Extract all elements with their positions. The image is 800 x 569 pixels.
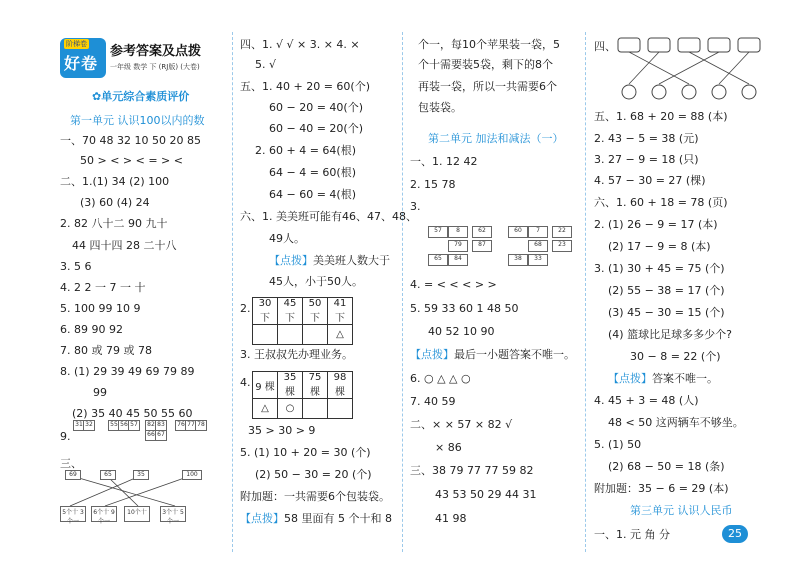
answer-line: 5. 59 33 60 1 48 50 xyxy=(410,302,519,315)
answer-line: 三、 xyxy=(60,457,82,470)
answer-line: 个一，每10个苹果装一袋，5 xyxy=(418,38,560,51)
answer-line: 一、1. 元 角 分 xyxy=(594,528,670,541)
answer-line: 五、1. 40 + 20 = 60(个) xyxy=(240,80,370,93)
box-cell: 68 xyxy=(528,240,548,252)
table-cell: ○ xyxy=(278,399,303,419)
unit-title: 第三单元 认识人民币 xyxy=(630,504,733,517)
column-divider xyxy=(585,32,586,552)
q4-label: 4. xyxy=(240,376,251,389)
answer-line: 3. 5 6 xyxy=(60,260,92,273)
q4-label: 四、 xyxy=(594,40,616,53)
answer-line: 附加题：一共需要6个包装袋。 xyxy=(240,490,390,503)
box-cell: 7 xyxy=(528,226,548,238)
answer-line: 45人，小于50人。 xyxy=(269,275,363,288)
answer-line: 附加题：35 − 6 = 29 (本) xyxy=(594,482,729,495)
grid-cell: 67 xyxy=(155,430,167,441)
logo-text: 好卷 xyxy=(64,54,99,73)
answer-line: 50 > < > < = > < xyxy=(80,154,183,167)
brand-header xyxy=(60,38,220,78)
unit-title: 第二单元 加法和减法（一） xyxy=(428,132,564,145)
answer-line: × 86 xyxy=(435,441,462,454)
answer-line: 包装袋。 xyxy=(418,101,462,114)
match-top-item: 65 xyxy=(100,470,116,480)
tip-label: 【点拨】 xyxy=(269,254,313,267)
table-cell: 35 棵 xyxy=(278,372,303,399)
box-cell: 8 xyxy=(448,226,468,238)
answer-line: 6. ○ △ △ ○ xyxy=(410,372,471,385)
match-top-item: 100 xyxy=(182,470,202,480)
answer-line: (2) 50 − 30 = 20 (个) xyxy=(255,468,372,481)
page-subtitle: 一年级 数学 下 (RJ版) (大卷) xyxy=(110,63,200,71)
matching-pictures xyxy=(610,34,770,104)
answer-line: 4. 2 2 一 7 一 十 xyxy=(60,281,146,294)
answer-line: 三、38 79 77 77 59 82 xyxy=(410,464,534,477)
box-cell: 33 xyxy=(528,254,548,266)
tip: 【点拨】答案不唯一。 xyxy=(608,372,718,385)
answer-line: 60 − 20 = 40(个) xyxy=(269,101,363,114)
answer-line: 64 − 60 = 4(根) xyxy=(269,188,356,201)
answer-line: 5. √ xyxy=(255,58,277,71)
table-cell: 45 下 xyxy=(278,298,303,325)
answer-line: 3. xyxy=(410,200,421,213)
match-bottom-item: 6个十 9个一 xyxy=(91,506,117,522)
box-cell: 57 xyxy=(428,226,448,238)
answer-line: 43 53 50 29 44 31 xyxy=(435,488,537,501)
answer-line: 40 52 10 90 xyxy=(428,325,495,338)
tip-label: 【点拨】 xyxy=(240,512,284,525)
answer-line: 5. (1) 50 xyxy=(594,438,642,451)
answer-line: 六、1. 60 + 18 = 78 (页) xyxy=(594,196,728,209)
answer-line: 44 四十四 28 二十八 xyxy=(72,239,177,252)
answer-line: 一、1. 12 42 xyxy=(410,155,478,168)
answer-line: 9. xyxy=(60,430,71,443)
answer-line: 2. 82 八十二 90 九十 xyxy=(60,217,168,230)
box-cell: 62 xyxy=(472,226,492,238)
box-cell: 65 xyxy=(428,254,448,266)
grid-cell: 78 xyxy=(195,420,207,431)
box-cell: 60 xyxy=(508,226,528,238)
answer-line: 99 xyxy=(93,386,107,399)
match-top-item: 35 xyxy=(133,470,149,480)
box-cell: 87 xyxy=(472,240,492,252)
grid-cell: 66 xyxy=(145,430,157,441)
grid-cell: 31 xyxy=(73,420,85,431)
table-cell xyxy=(303,325,328,345)
answer-line: 30 − 8 = 22 (个) xyxy=(630,350,721,363)
answer-line: 60 − 40 = 20(个) xyxy=(269,122,363,135)
tip-label: 【点拨】 xyxy=(608,372,652,385)
grid-cell: 32 xyxy=(83,420,95,431)
match-bottom-item: 10个十 xyxy=(124,506,150,522)
section-title: ✿单元综合素质评价 xyxy=(92,90,190,103)
answer-line: (3) 60 (4) 24 xyxy=(80,196,150,209)
answer-line: 二、× × 57 × 82 √ xyxy=(410,418,513,431)
grid-cell: 82 xyxy=(145,420,157,431)
table-cell: 9 棵 xyxy=(253,372,278,399)
answer-line: 四、1. √ √ × 3. × 4. × xyxy=(240,38,360,51)
addition-box-1 xyxy=(420,220,490,266)
answer-line: (2) 55 − 38 = 17 (个) xyxy=(608,284,725,297)
answer-line: 一、70 48 32 10 50 20 85 xyxy=(60,134,201,147)
match-bottom-item: 3个十 5个一 xyxy=(160,506,186,522)
answer-line: (2) 17 − 9 = 8 (本) xyxy=(608,240,711,253)
q2-label: 2. xyxy=(240,302,251,315)
page-number: 25 xyxy=(722,525,748,543)
tip: 【点拨】美美班人数大于 xyxy=(269,254,390,267)
answer-line: 5. (1) 10 + 20 = 30 (个) xyxy=(240,446,371,459)
answer-line: 7. 40 59 xyxy=(410,395,456,408)
bead-table xyxy=(252,297,353,345)
answer-line: 二、1.(1) 34 (2) 100 xyxy=(60,175,170,188)
table-cell xyxy=(303,399,328,419)
answer-line: 64 − 4 = 60(根) xyxy=(269,166,356,179)
answer-line: 4. 57 − 30 = 27 (棵) xyxy=(594,174,706,187)
table-cell xyxy=(278,325,303,345)
grid-cell: 56 xyxy=(118,420,130,431)
tip: 【点拨】最后一小题答案不唯一。 xyxy=(410,348,575,361)
table-cell xyxy=(328,399,353,419)
answer-line: 3. 王叔叔先办理业务。 xyxy=(240,348,353,361)
answer-line: (4) 篮球比足球多多少个? xyxy=(608,328,732,341)
table-cell xyxy=(253,325,278,345)
grid-cell: 57 xyxy=(128,420,140,431)
column-divider xyxy=(402,32,403,552)
tree-table xyxy=(252,371,353,419)
grid-cell: 55 xyxy=(108,420,120,431)
answer-line: 再装一袋，所以一共需要6个 xyxy=(418,80,557,93)
table-cell: 75 棵 xyxy=(303,372,328,399)
answer-line: 48 < 50 这两辆车不够坐。 xyxy=(608,416,744,429)
page-title: 参考答案及点拨 xyxy=(110,44,202,59)
answer-line: 3. 27 − 9 = 18 (只) xyxy=(594,153,699,166)
tip: 【点拨】58 里面有 5 个十和 8 xyxy=(240,512,392,525)
box-cell: 22 xyxy=(552,226,572,238)
grid-cell: 76 xyxy=(175,420,187,431)
answer-line: (2) 68 − 50 = 18 (条) xyxy=(608,460,725,473)
logo-tag: 阶梯卷 xyxy=(66,40,87,48)
box-cell: 23 xyxy=(552,240,572,252)
table-cell: 98 棵 xyxy=(328,372,353,399)
answer-line: 4. 45 + 3 = 48 (人) xyxy=(594,394,699,407)
answer-line: 3. (1) 30 + 45 = 75 (个) xyxy=(594,262,725,275)
table-cell: △ xyxy=(328,325,353,345)
answer-line: 2. (1) 26 − 9 = 17 (本) xyxy=(594,218,718,231)
addition-box-2 xyxy=(500,220,570,266)
table-cell: 41 下 xyxy=(328,298,353,325)
answer-line: 8. (1) 29 39 49 69 79 89 xyxy=(60,365,195,378)
answer-line: 4. = < < < > > xyxy=(410,278,497,291)
answer-line: 5. 100 99 10 9 xyxy=(60,302,141,315)
unit-title: 第一单元 认识100以内的数 xyxy=(70,114,205,127)
answer-line: (3) 45 − 30 = 15 (个) xyxy=(608,306,725,319)
table-cell: 50 下 xyxy=(303,298,328,325)
brand-logo xyxy=(60,38,106,78)
box-cell: 79 xyxy=(448,240,468,252)
answer-line: 六、1. 美美班可能有46、47、48、 xyxy=(240,210,417,223)
grid-cell: 77 xyxy=(185,420,197,431)
answer-line: 个十需要装5袋，剩下的8个 xyxy=(418,58,553,71)
table-cell: △ xyxy=(253,399,278,419)
answer-line: (2) 35 40 45 50 55 60 xyxy=(72,407,193,420)
answer-line: 2. 43 − 5 = 38 (元) xyxy=(594,132,699,145)
tip-label: 【点拨】 xyxy=(410,348,454,361)
answer-line: 7. 80 或 79 或 78 xyxy=(60,344,152,357)
column-divider xyxy=(232,32,233,552)
flower-icon: ✿ xyxy=(92,90,102,103)
answer-line: 35 > 30 > 9 xyxy=(248,424,316,437)
match-top-item: 69 xyxy=(65,470,81,480)
answer-line: 2. 60 + 4 = 64(根) xyxy=(255,144,356,157)
answer-line: 五、1. 68 + 20 = 88 (本) xyxy=(594,110,728,123)
table-cell: 30 下 xyxy=(253,298,278,325)
answer-line: 41 98 xyxy=(435,512,467,525)
box-cell: 38 xyxy=(508,254,528,266)
box-cell: 84 xyxy=(448,254,468,266)
answer-line: 2. 15 78 xyxy=(410,178,456,191)
answer-line: 6. 89 90 92 xyxy=(60,323,123,336)
grid-cell: 83 xyxy=(155,420,167,431)
answer-line: 49人。 xyxy=(269,232,305,245)
match-bottom-item: 5个十 3个一 xyxy=(60,506,86,522)
